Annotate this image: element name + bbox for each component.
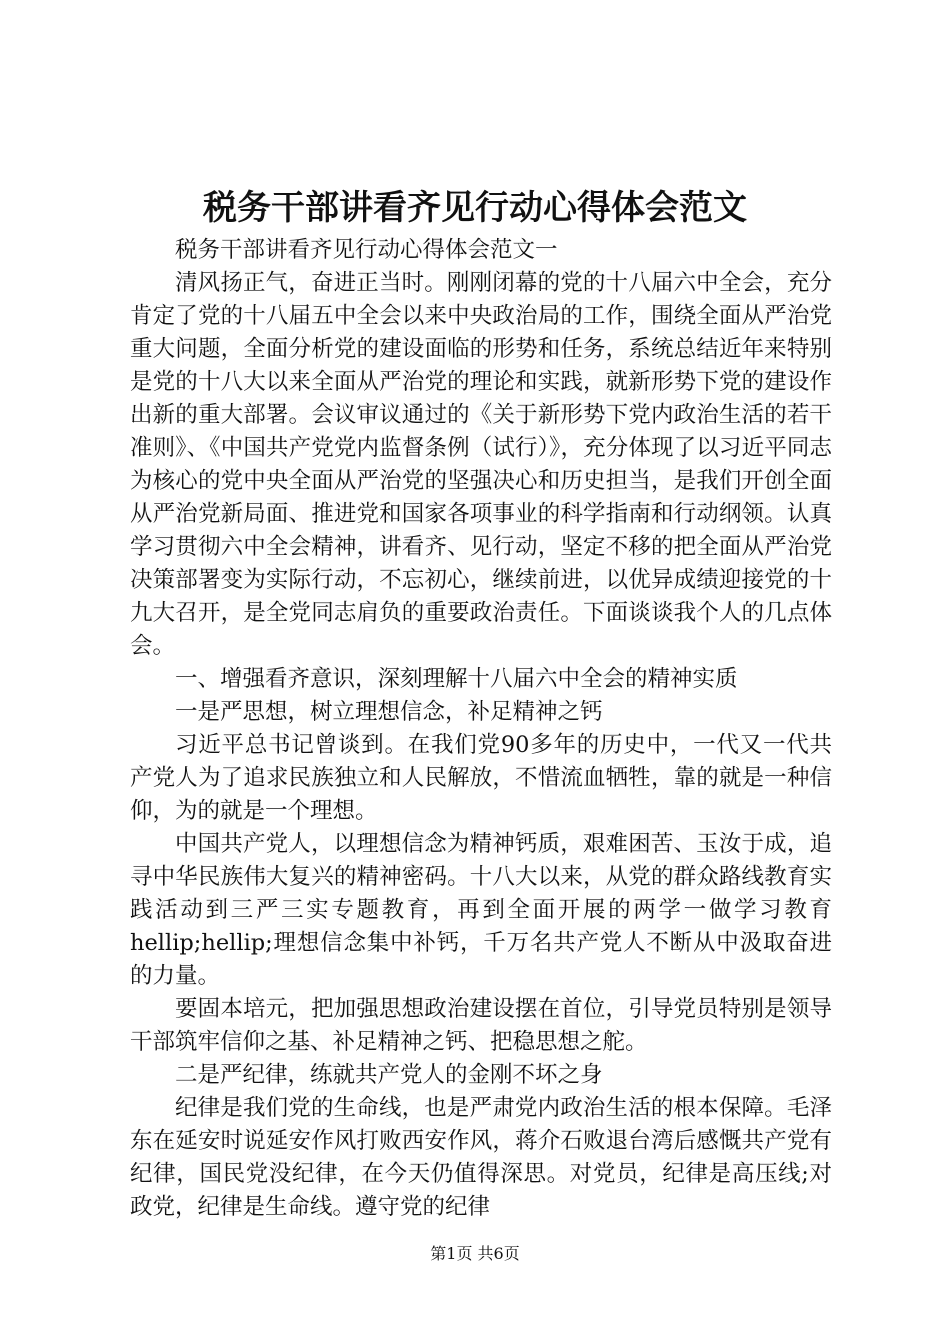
body-paragraph: 清风扬正气，奋进正当时。刚刚闭幕的党的十八届六中全会，充分肯定了党的十八届五中全会以来中央政治局的工作，围绕全面从严治党重大问题，全面分析党的建设面临的形势和任务，系统总结近年来特别是党的十八大以来全面从严治党的理论和实践，就新形势下党的建设作出新的重大部署。会议审议通过的《关于新形势下党内政治生活的若干准则》、《中国共产党党内监督条例（试行）》，充分体现了以习近平同志为核心的党中央全面从严治党的坚强决心和历史担当，是我们开创全面从严治党新局面、推进党和国家各项事业的科学指南和行动纲领。认真学习贯彻六中全会精神，讲看齐、见行动，坚定不移的把全面从严治党决策部署变为实际行动，不忘初心，继续前进，以优异成绩迎接党的十九大召开，是全党同志肩负的重要政治责任。下面谈谈我个人的几点体会。: [130, 270, 832, 659]
body-paragraph: 中国共产党人，以理想信念为精神钙质，艰难困苦、玉汝于成，追寻中华民族伟大复兴的精神密码。十八大以来，从党的群众路线教育实践活动到三严三实专题教育，再到全面开展的两学一做学习教育hellip;hellip;理想信念集中补钙，千万名共产党人不断从中汲取奋进的力量。: [130, 831, 832, 989]
body-paragraph: 习近平总书记曾谈到。在我们党90多年的历史中，一代又一代共产党人为了追求民族独立和人民解放，不惜流血牺牲，靠的就是一种信仰，为的就是一个理想。: [130, 732, 832, 824]
body-paragraph: 要固本培元，把加强思想政治建设摆在首位，引导党员特别是领导干部筑牢信仰之基、补足精神之钙、把稳思想之舵。: [130, 996, 832, 1055]
body-paragraph: 纪律是我们党的生命线，也是严肃党内政治生活的根本保障。毛泽东在延安时说延安作风打败西安作风，蒋介石败退台湾后感慨共产党有纪律，国民党没纪律，在今天仍值得深思。对党员，纪律是高压线;对政党，纪律是生命线。遵守党的纪律: [130, 1095, 832, 1220]
page-number-footer: 第1页 共6页: [430, 1244, 520, 1263]
document-body: [130, 234, 832, 1224]
subtitle-paragraph: 税务干部讲看齐见行动心得体会范文一: [175, 237, 558, 263]
section-heading: 一、增强看齐意识，深刻理解十八届六中全会的精神实质: [175, 666, 738, 692]
subsection-heading: 一是严思想，树立理想信念，补足精神之钙: [175, 699, 603, 725]
document-title: 税务干部讲看齐见行动心得体会范文: [203, 188, 747, 228]
subsection-heading: 二是严纪律，练就共产党人的金刚不坏之身: [175, 1062, 603, 1088]
